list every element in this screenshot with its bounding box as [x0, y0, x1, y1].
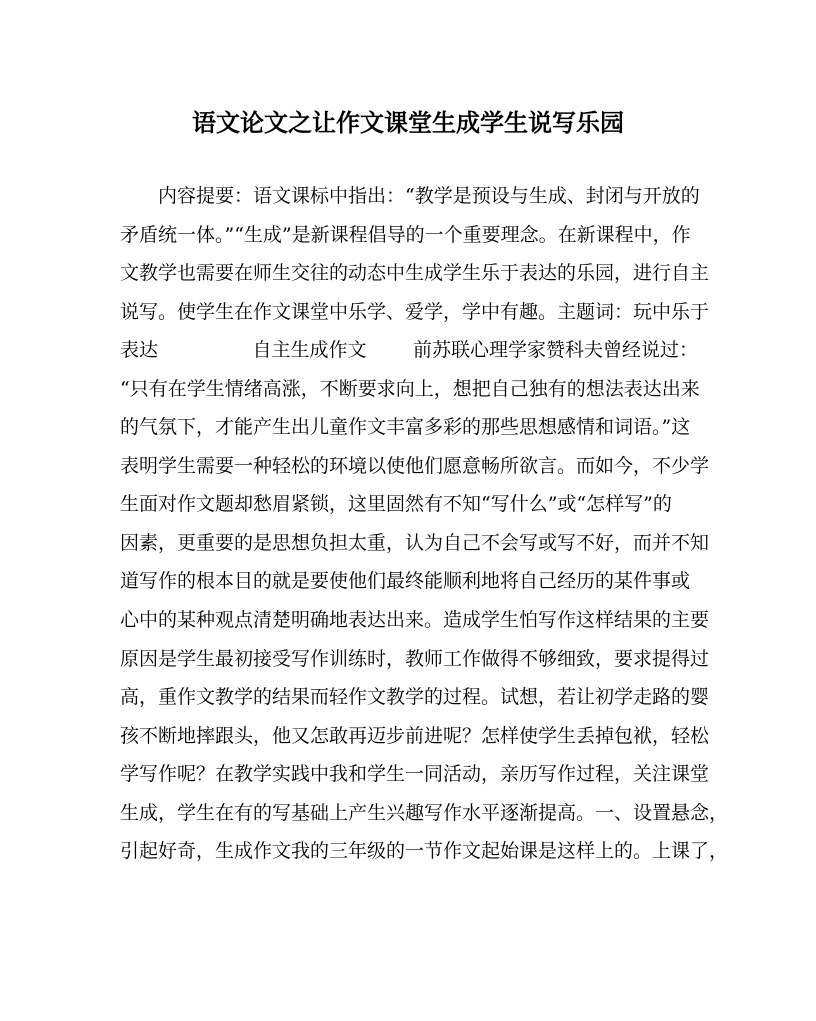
text-line-18-content: 引起好奇，生成作文我的三年级的一节作文起始课是这样上的。上课了， — [120, 840, 729, 863]
text-line-3-content: 文教学也需要在师生交往的动态中生成学生乐于表达的乐园，进行自主 — [120, 262, 710, 285]
text-line-8-content: 表明学生需要一种轻松的环境以使他们愿意畅所欲言。而如今，不少学 — [120, 454, 710, 477]
text-line-13 — [120, 643, 710, 682]
text-line-6 — [120, 373, 698, 412]
text-line-5-segment-1: 表达 — [120, 339, 159, 362]
text-line-9 — [120, 488, 698, 527]
text-line-4 — [120, 296, 710, 335]
text-line-4-content: 说写。使学生在作文课堂中乐学、爱学，学中有趣。主题词：玩中乐于 — [120, 300, 710, 323]
text-line-2-content: 矛盾统一体。”“生成”是新课程倡导的一个重要理念。在新课程中，作 — [120, 223, 691, 246]
text-line-7-content: 的气氛下，才能产生出儿童作文丰富多彩的那些思想感情和词语。”这 — [120, 416, 691, 439]
text-line-10-content: 因素，更重要的是思想负担太重，认为自己不会写或写不好，而并不知 — [120, 531, 710, 554]
text-line-12 — [120, 604, 710, 643]
text-line-15-content: 孩不断地摔跟头，他又怎敢再迈步前进呢？怎样使学生丢掉包袱，轻松 — [120, 724, 710, 747]
text-line-14-content: 高，重作文教学的结果而轻作文教学的过程。试想，若让初学走路的婴 — [120, 686, 710, 709]
text-line-17 — [120, 797, 729, 836]
text-line-6-content: “只有在学生情绪高涨，不断要求向上，想把自己独有的想法表达出来 — [120, 377, 700, 400]
text-line-11-content: 道写作的根本目的就是要使他们最终能顺利地将自己经历的某件事或 — [120, 570, 691, 593]
text-line-14 — [120, 681, 710, 720]
text-line-13-content: 原因是学生最初接受写作训练时，教师工作做得不够细致，要求提得过 — [120, 647, 710, 670]
text-line-1 — [120, 180, 698, 219]
text-line-11 — [120, 565, 698, 604]
text-line-5-segment-2: 自主生成作文 — [252, 339, 367, 362]
text-line-1-content: 内容提要：语文课标中指出：“教学是预设与生成、封闭与开放的 — [158, 185, 700, 207]
text-line-3 — [120, 257, 710, 296]
text-line-15 — [120, 720, 710, 759]
text-line-12-content: 心中的某种观点清楚明确地表达出来。造成学生怕写作这样结果的主要 — [120, 609, 710, 632]
text-line-5 — [120, 334, 698, 373]
text-line-16-content: 学写作呢？在教学实践中我和学生一同活动，亲历写作过程，关注课堂 — [120, 763, 710, 786]
text-line-7 — [120, 411, 698, 450]
text-line-2 — [120, 219, 698, 258]
text-line-5-segment-3: 前苏联心理学家赞科夫曾经说过： — [412, 339, 698, 362]
document-body — [120, 180, 729, 874]
text-line-18 — [120, 835, 729, 874]
text-line-17-content: 生成，学生在有的写基础上产生兴趣写作水平逐渐提高。一、设置悬念， — [120, 801, 729, 824]
text-line-9-content: 生面对作文题却愁眉紧锁，这里固然有不知“写什么”或“怎样写”的 — [120, 493, 672, 516]
text-line-8 — [120, 450, 710, 489]
text-line-16 — [120, 758, 710, 797]
document-title: 语文论文之让作文课堂生成学生说写乐园 — [192, 108, 624, 137]
text-line-10 — [120, 527, 710, 566]
